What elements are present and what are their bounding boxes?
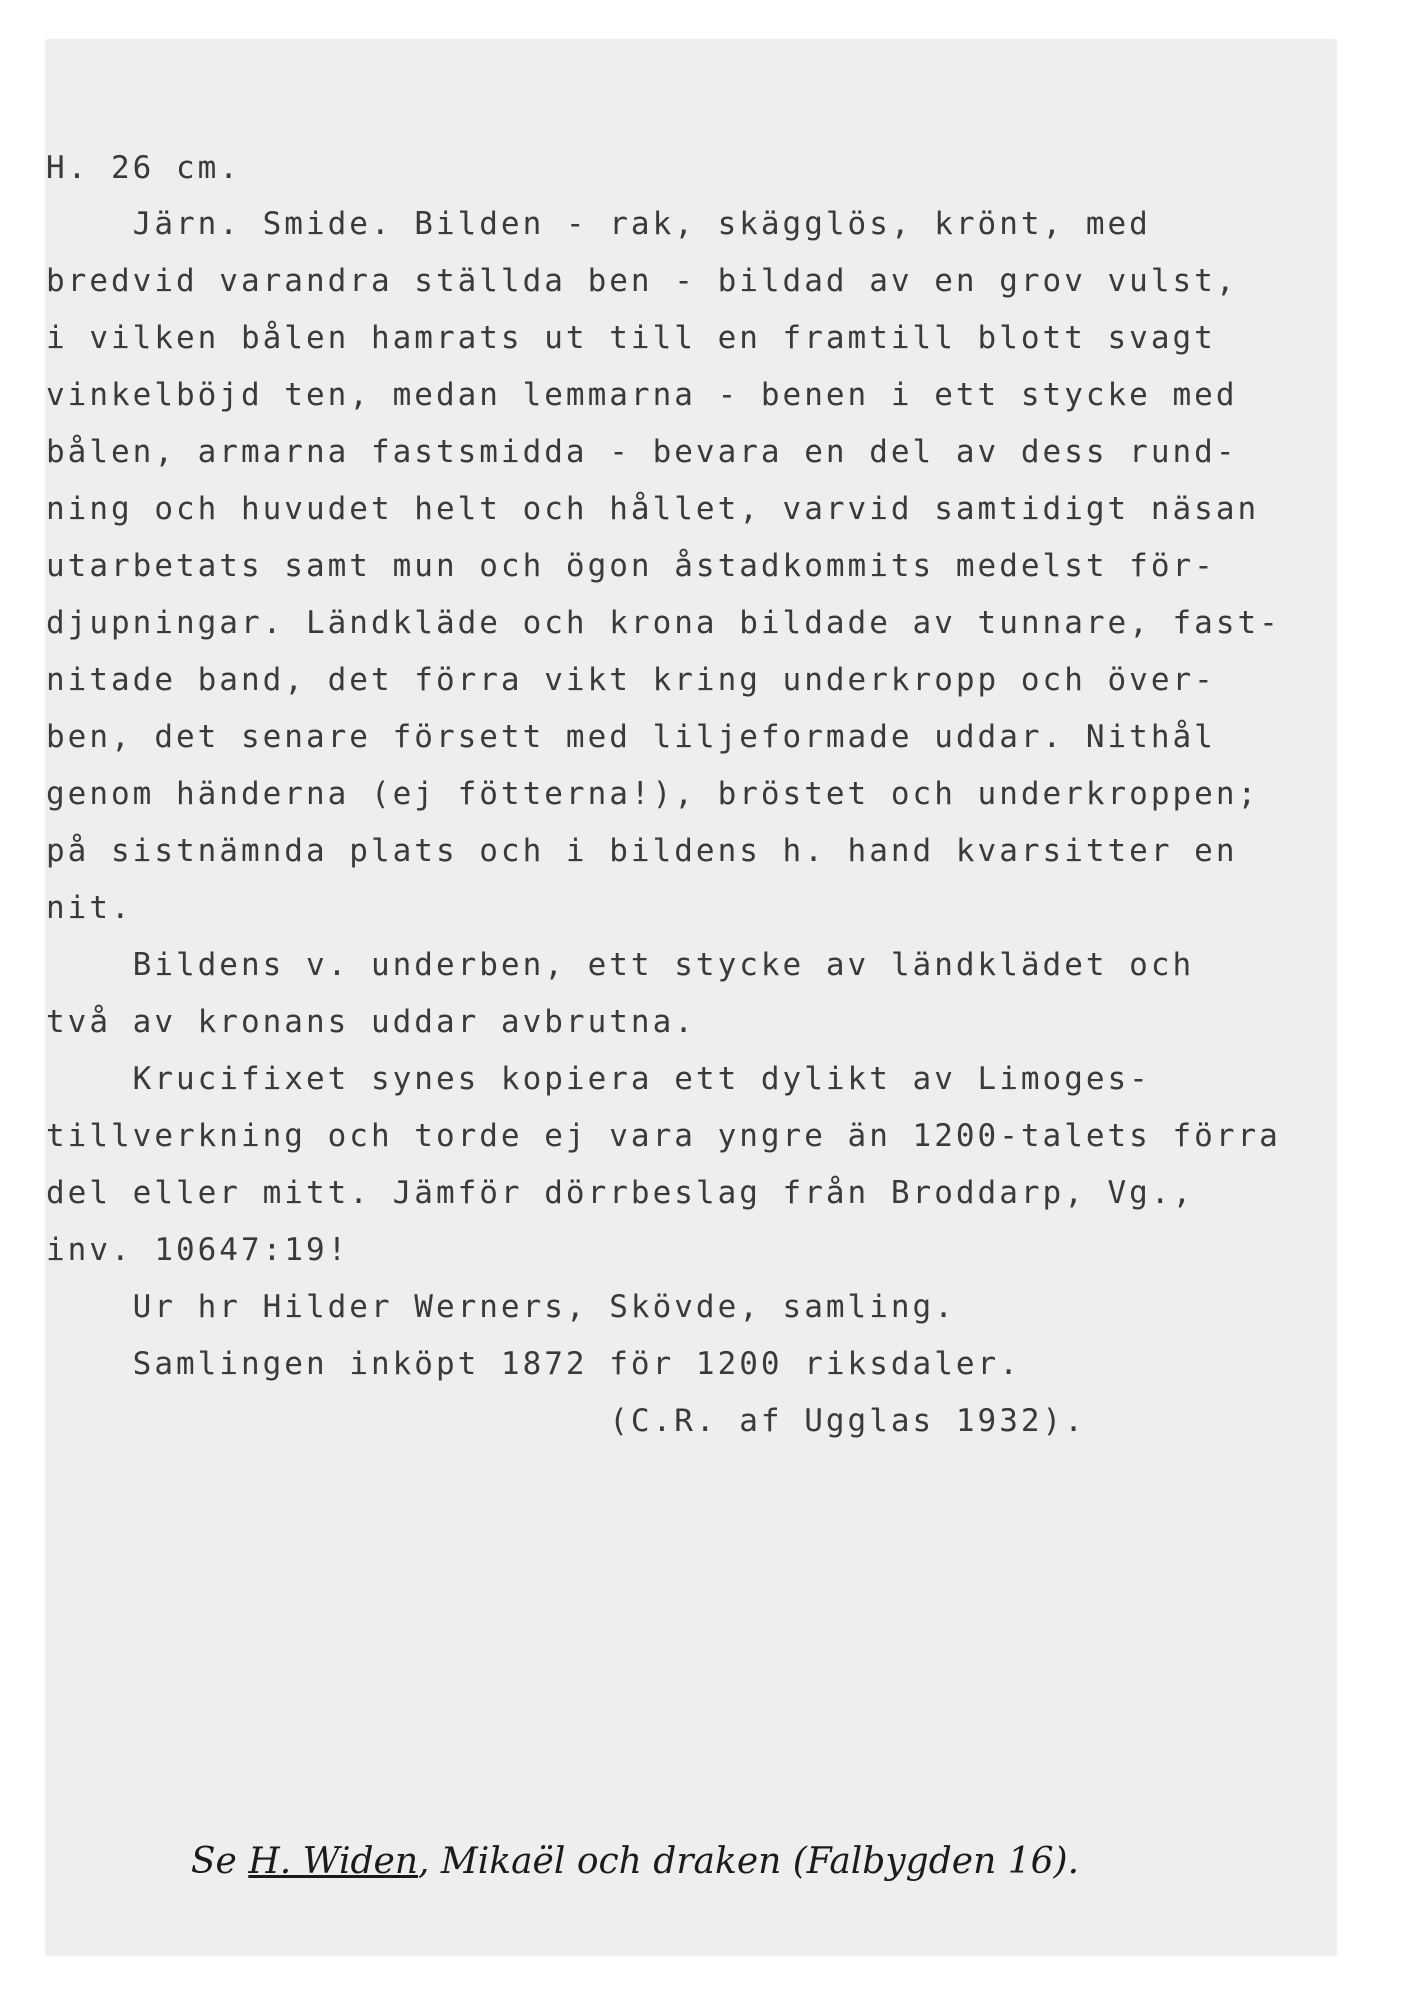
text-line-1: H. 26 cm. (46, 150, 241, 186)
text-line-7: ning och huvudet helt och hållet, varvid samtidigt näsan (46, 491, 1260, 527)
text-line-15: Bildens v. underben, ett stycke av ländklädet och (46, 947, 1195, 983)
document-card (46, 40, 1336, 1955)
handwritten-note-author: H. Widen (248, 1841, 419, 1882)
text-line-3: bredvid varandra ställda ben - bildad av en grov vulst, (46, 263, 1238, 299)
text-line-4: i vilken bålen hamrats ut till en framtill blott svagt (46, 320, 1216, 356)
text-line-23: (C.R. af Ugglas 1932). (46, 1403, 1086, 1439)
text-line-18: tillverkning och torde ej vara yngre än 1200-talets förra (46, 1118, 1281, 1154)
handwritten-note (168, 1800, 1079, 1882)
text-line-5: vinkelböjd ten, medan lemmarna - benen i ett stycke med (46, 377, 1238, 413)
text-line-9: djupningar. Ländkläde och krona bildade av tunnare, fast- (46, 605, 1281, 641)
text-line-17: Krucifixet synes kopiera ett dylikt av Limoges- (46, 1061, 1151, 1097)
text-line-11: ben, det senare försett med liljeformade uddar. Nithål (46, 719, 1216, 755)
text-line-2: Järn. Smide. Bilden - rak, skägglös, krönt, med (46, 206, 1151, 242)
text-line-16: två av kronans uddar avbrutna. (46, 1004, 696, 1040)
text-line-13: på sistnämnda plats och i bildens h. hand kvarsitter en (46, 833, 1238, 869)
text-line-12: genom händerna (ej fötterna!), bröstet och underkroppen; (46, 776, 1260, 812)
text-line-10: nitade band, det förra vikt kring underkropp och över- (46, 662, 1216, 698)
text-line-21: Ur hr Hilder Werners, Skövde, samling. (46, 1289, 956, 1325)
text-line-6: bålen, armarna fastsmidda - bevara en del av dess rund- (46, 434, 1238, 470)
text-line-8: utarbetats samt mun och ögon åstadkommits medelst för- (46, 548, 1216, 584)
handwritten-note-prefix: Se (190, 1841, 249, 1882)
text-line-22: Samlingen inköpt 1872 för 1200 riksdaler. (46, 1346, 1021, 1382)
text-line-20: inv. 10647:19! (46, 1232, 350, 1268)
text-line-14: nit. (46, 890, 133, 926)
handwritten-note-rest: , Mikaël och draken (Falbygden 16). (418, 1841, 1080, 1882)
text-line-19: del eller mitt. Jämför dörrbeslag från Broddarp, Vg., (46, 1175, 1195, 1211)
